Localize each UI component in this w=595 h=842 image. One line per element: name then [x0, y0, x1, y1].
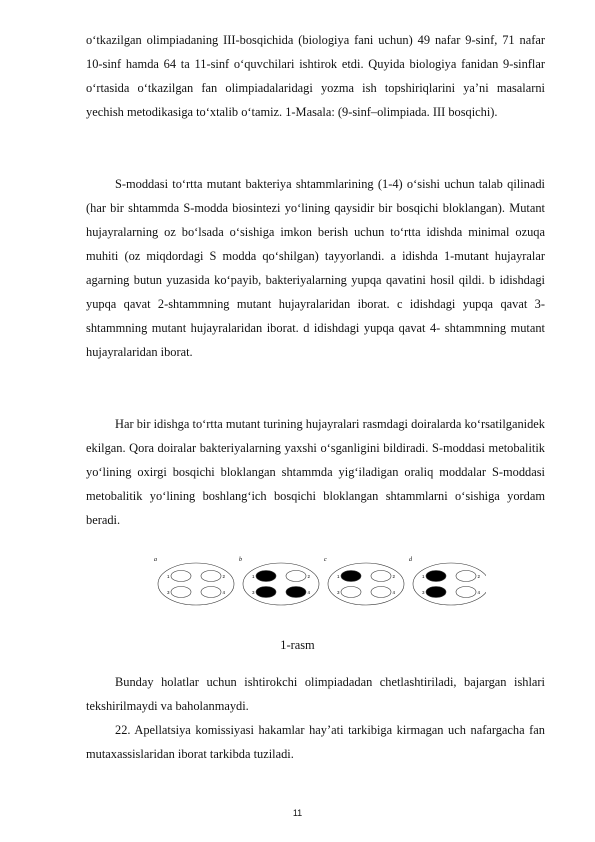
well-3	[256, 587, 276, 598]
petri-dish-figure	[150, 554, 486, 608]
dish-a	[154, 557, 234, 605]
well-4	[286, 587, 306, 598]
well-number: 1	[422, 573, 425, 579]
well-2	[371, 571, 391, 582]
well-number: 3	[252, 589, 255, 595]
paragraph-intro: o‘tkazilgan olimpiadaning III-bosqichida (biologiya fani uchun) 49 nafar 9-sinf, 71 nafar 10-sinf hamda 64 ta 11-sinf o‘quvchilari ishtirok etdi. Quyida biologiya fanidan 9-sinflar o‘rtasida o‘tkazilgan fan olimpiadalaridagi yozma ish topshiriqlarini ya’ni masalarni yechish metodikasiga to‘xtalib o‘tamiz. 1-Masala: (9-sinf–olimpiada. III bosqichi).	[86, 33, 545, 119]
well-4	[456, 587, 476, 598]
paragraph-appeal-commission: 22. Apellatsiya komissiyasi hakamlar hay’ati tarkibiga kirmagan uch nafargacha fan mutaxassislaridan iborat tarkibda tuziladi.	[86, 723, 545, 761]
dish-label: c	[324, 557, 327, 563]
well-3	[171, 587, 191, 598]
well-1	[426, 571, 446, 582]
dish-outline	[243, 563, 319, 605]
dish-label: b	[239, 557, 242, 563]
well-3	[426, 587, 446, 598]
paragraph-method: Har bir idishga to‘rtta mutant turining hujayralari rasmdagi doiralarda ko‘rsatilganidek ekilgan. Qora doiralar bakteriyalarning yaxshi o‘sganligini bildiradi. S-moddasi metobalitik yo‘lining oxirgi bosqichi bloklangan shtammda yig‘iladigan oraliq moddalar S-moddasi metobalitik yo‘lining boshlang‘ich bosqichi bloklangan shtammlarni o‘sishiga yordam beradi.	[86, 417, 545, 527]
dish-label: a	[154, 557, 157, 563]
well-number: 2	[222, 573, 226, 579]
well-3	[341, 587, 361, 598]
dish-c	[324, 557, 404, 605]
well-4	[371, 587, 391, 598]
dish-label: d	[409, 557, 412, 563]
well-1	[256, 571, 276, 582]
well-2	[456, 571, 476, 582]
well-2	[286, 571, 306, 582]
well-number: 4	[222, 589, 226, 595]
well-number: 2	[392, 573, 396, 579]
well-number: 1	[337, 573, 340, 579]
well-number: 1	[167, 573, 170, 579]
well-number: 3	[337, 589, 340, 595]
page-number: 11	[292, 808, 303, 818]
well-number: 2	[477, 573, 481, 579]
well-number: 4	[477, 589, 481, 595]
dish-outline	[413, 563, 486, 605]
dish-b	[239, 557, 319, 605]
well-number: 3	[167, 589, 170, 595]
well-number: 2	[307, 573, 311, 579]
well-number: 3	[422, 589, 425, 595]
paragraph-disqualification: Bunday holatlar uchun ishtirokchi olimpiadadan chetlashtiriladi, bajargan ishlari tekshirilmaydi va baholanmaydi.	[86, 675, 545, 713]
dish-outline	[328, 563, 404, 605]
figure-caption: 1-rasm	[280, 638, 315, 652]
well-number: 4	[307, 589, 311, 595]
well-1	[341, 571, 361, 582]
well-number: 1	[252, 573, 255, 579]
dish-d	[409, 557, 486, 605]
well-4	[201, 587, 221, 598]
well-number: 4	[392, 589, 396, 595]
well-2	[201, 571, 221, 582]
dish-outline	[158, 563, 234, 605]
paragraph-problem: S-moddasi to‘rtta mutant bakteriya shtammlarining (1-4) o‘sishi uchun talab qilinadi (har bir shtammda S-modda biosintezi yo‘lining qaysidir bir bosqichi bloklangan). Mutant hujayralarning oz bo‘lsada o‘sishiga imkon berish uchun to‘rtta idishda minimal ozuqa muhiti (oz miqdordagi S modda qo‘shilgan) tayyorlandi. a idishda 1-mutant hujayralar agarning butun yuzasida ko‘payib, bakteriyalarning yupqa qavatini hosil qildi. b idishdagi yupqa qavat 2-shtammning mutant hujayralaridan iborat. c idishdagi yupqa qavat 3-shtammning mutant hujayralaridan iborat. d idishdagi yupqa qavat 4- shtammning mutant hujayralaridan iborat.	[86, 177, 545, 359]
well-1	[171, 571, 191, 582]
